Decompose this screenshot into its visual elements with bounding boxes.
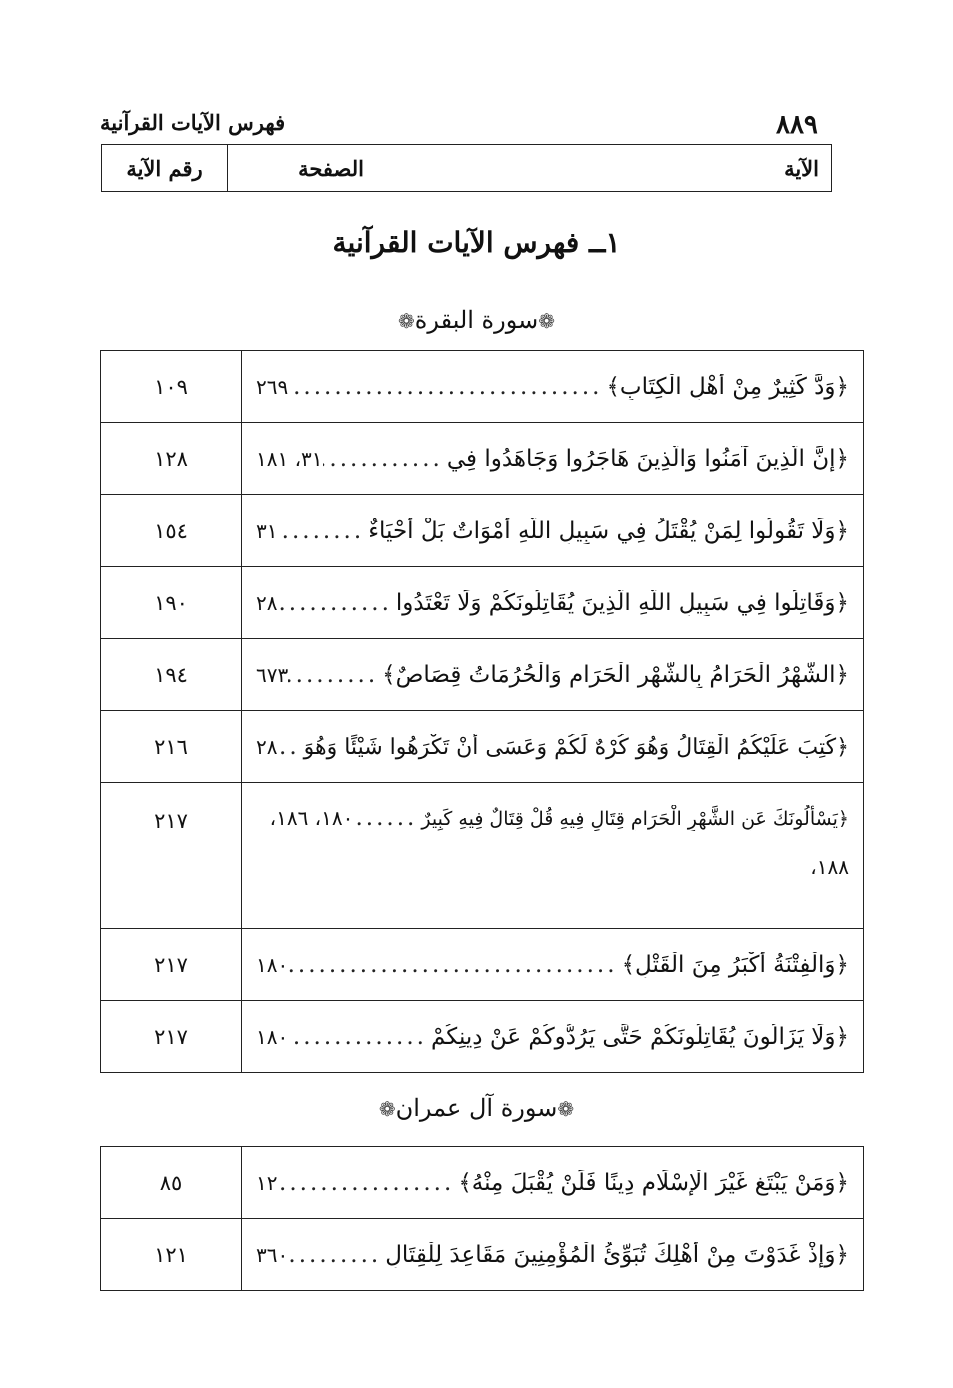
verse-text: ﴿وَلَا يَزَالُونَ يُقَاتِلُونَكُمْ حَتَّى يَرُدُّوكُمْ عَنْ دِينِكُمْ [430,1023,849,1050]
leader-dots [288,1242,385,1268]
page-refs: ٦٧٣ [256,662,289,687]
ornament-icon: ❁ [557,1097,575,1121]
running-head-title: فهرس الآيات القرآنية [100,110,286,135]
table-row [101,929,864,1001]
table-row [101,1147,864,1219]
page-refs: ٢٦٩ [256,374,289,399]
verse-text: ﴿كُتِبَ عَلَيْكُمُ الْقِتَالُ وَهُوَ كُرْهٌ لَكُمْ وَعَسَى أَنْ تَكْرَهُوا شَيْئًا وَهُوَ [303,734,849,760]
verse-index-table [100,350,864,1073]
verse-number: ٢١٧ [101,783,242,929]
surah-heading: ❁سورة آل عمران❁ [378,1094,575,1122]
ornament-icon: ❁ [397,309,415,333]
leader-dots [288,952,621,978]
verse-number: ٢١٧ [101,929,242,1001]
leader-dots [277,1170,458,1196]
page-refs: ٢٨ [256,590,278,615]
verse-number: ٢١٧ [101,1001,242,1073]
table-row [101,783,864,929]
verse-index-table [100,1146,864,1291]
table-row [101,1001,864,1073]
table-row [101,1219,864,1291]
page-refs: ١٨٠ [256,1024,289,1049]
verse-text: ﴿وَقَاتِلُوا فِي سَبِيلِ اللَّهِ الَّذِينَ يُقَاتِلُونَكُمْ وَلَا تَعْتَدُوا [395,589,849,616]
verse-number: ١٩٠ [101,567,242,639]
index-title: ١ــ فهرس الآيات القرآنية [332,226,621,259]
verse-number: ١٥٤ [101,495,242,567]
leader-dots [323,446,447,472]
verse-text: ﴿وَدَّ كَثِيرٌ مِنْ أَهْلِ الْكِتَابِ﴾ [606,373,849,400]
leader-dots [277,518,368,544]
leader-dots [288,374,606,400]
verse-text: ﴿وَإِذْ غَدَوْتَ مِنْ أَهْلِكَ تُبَوِّئُ الْمُؤْمِنِينَ مَقَاعِدَ لِلْقِتَالِ [385,1241,849,1268]
verse-text: ﴿وَلَا تَقُولُوا لِمَنْ يُقْتَلُ فِي سَبِيلِ اللَّهِ أَمْوَاتٌ بَلْ أَحْيَاءٌ [368,517,849,544]
leader-dots [277,590,395,616]
page-refs-continuation: ١٨٨، [810,855,849,879]
page-refs: ١٨٠، ١٨٦، [269,806,354,830]
verse-number: ١٠٩ [101,351,242,423]
page-refs: ١٢ [256,1170,278,1195]
leader-dots [288,662,382,688]
column-header: الآية الصفحة رقم الآية [101,144,832,192]
ornament-icon: ❁ [538,309,555,333]
verse-text: ﴿وَمَنْ يَبْتَغِ غَيْرَ الْإِسْلَامِ دِينًا فَلَنْ يُقْبَلَ مِنْهُ﴾ [458,1169,849,1196]
verse-text: ﴿يَسْأَلُونَكَ عَنِ الشَّهْرِ الْحَرَامِ قِتَالٍ فِيهِ قُلْ قِتَالٌ فِيهِ كَبِيرٌ [421,808,849,830]
leader-dots [288,1024,431,1050]
page-refs: ٣١ [256,518,278,543]
page-refs: ١٨٠ [256,952,289,977]
table-row [101,495,864,567]
page-refs: ٣١، ١٨١ [256,446,323,471]
page-refs: ٣٦٠ [256,1242,289,1267]
verse-number: ١٩٤ [101,639,242,711]
verse-text: ﴿الشَّهْرُ الْحَرَامُ بِالشَّهْرِ الْحَرَامِ وَالْحُرُمَاتُ قِصَاصٌ﴾ [382,661,849,688]
page-refs: ٢٨ [256,734,278,759]
page-number: ٨٨٩ [776,110,818,140]
verse-number: ١٢١ [101,1219,242,1291]
table-row [101,711,864,783]
table-row [101,423,864,495]
leader-dots [277,734,303,760]
verse-number: ١٢٨ [101,423,242,495]
verse-number: ٨٥ [101,1147,242,1219]
surah-heading: ❁سورة البقرة❁ [397,306,555,334]
table-row [101,567,864,639]
ornament-icon: ❁ [378,1097,396,1121]
verse-text: ﴿وَالْفِتْنَةُ أَكْبَرُ مِنَ الْقَتْلِ﴾ [621,951,849,978]
verse-number: ٢١٦ [101,711,242,783]
table-row [101,351,864,423]
column-header-verse: الآية [784,155,819,181]
table-row [101,639,864,711]
column-header-verse-number: رقم الآية [102,145,228,191]
verse-text: ﴿إِنَّ الَّذِينَ آمَنُوا وَالَّذِينَ هَاجَرُوا وَجَاهَدُوا فِي [446,445,849,472]
leader-dots [353,805,421,831]
